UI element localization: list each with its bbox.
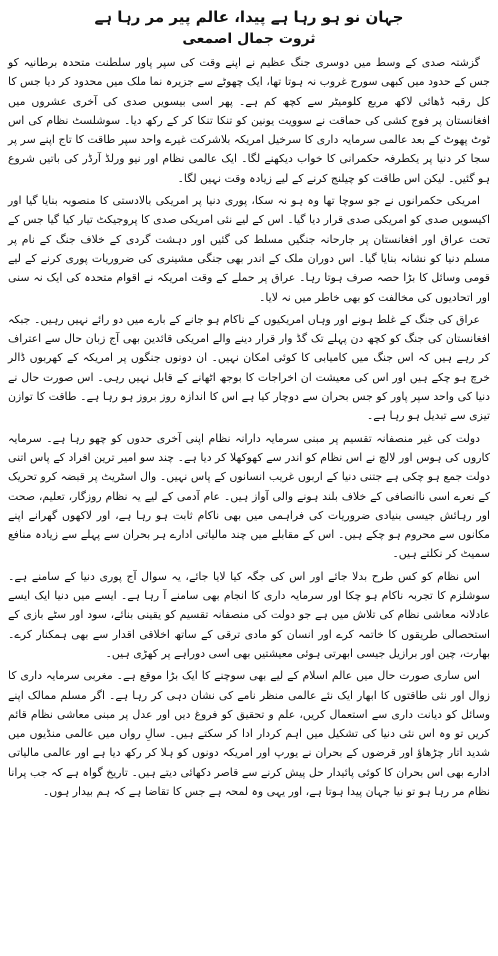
article-paragraph: عراق کی جنگ کے غلط ہونے اور وہاں امریکیوں کے ناکام ہو جانے کے بارے میں دو رائے نہیں رہیں۔ جبکہ افغانستان کی جنگ کو کچھ دن پہلے تک گڈ وار قرار دینے والے امریکی قائدین بھی آج زبان حال سے اعتراف کر رہے ہیں کہ اس جنگ میں کامیابی کا کوئی امکان نہیں۔ ان دونوں جنگوں پر امریکہ کے کھربوں ڈالر خرچ ہو چکے ہیں اور اس کی معیشت ان اخراجات کا بوجھ اٹھانے کے قابل نہیں رہی۔ اس صورت حال نے دنیا کی واحد سپر پاور کو جس بحران سے دوچار کیا ہے اس کا اندازہ روز بروز ہو رہا ہے۔ طاقت کا توازن تیزی سے تبدیل ہو رہا ہے۔ xyxy=(8,312,490,423)
article-paragraph: اس ساری صورت حال میں عالم اسلام کے لیے بھی سوچنے کا ایک بڑا موقع ہے۔ مغربی سرمایہ داری کا زوال اور نئی طاقتوں کا ابھار ایک نئے عالمی منظر نامے کی نشان دہی کر رہا ہے۔ اگر مسلم ممالک اپنے وسائل کو دیانت داری سے استعمال کریں، علم و تحقیق کو فروغ دیں اور عدل پر مبنی معاشی نظام قائم کریں تو وہ اس نئی دنیا کی تشکیل میں اہم کردار ادا کر سکتے ہیں۔ سالِ رواں میں عالمی منڈیوں میں شدید اتار چڑھاؤ اور قرضوں کے بحران نے یورپ اور امریکہ دونوں کو ہلا کر رکھ دیا ہے اور عالمی مالیاتی ادارے بھی اس بحران کا کوئی پائیدار حل پیش کرنے سے قاصر دکھائی دیتے ہیں۔ تاریخ گواہ ہے کہ جب پرانا نظام مر رہا ہو تو نیا جہان پیدا ہوتا ہے، اور یہی وہ لمحہ ہے جس کا تقاضا ہے کہ ہم بیدار ہوں۔ xyxy=(8,669,490,798)
article-paragraph: امریکی حکمرانوں نے جو سوچا تھا وہ ہو نہ سکا، پوری دنیا پر امریکی بالادستی کا منصوبہ بنایا گیا اور اکیسویں صدی کو امریکی صدی قرار دیا گیا۔ اس کے لیے نئی امریکی صدی کا پروجیکٹ تیار کیا گیا جس کے تحت عراق اور افغانستان پر جارحانہ جنگیں مسلط کی گئیں اور دہشت گردی کے خلاف جنگ کے نام پر مسلم دنیا کو نشانہ بنایا گیا۔ اس دوران ملک کے اندر بھی جنگی مشینری کی ضروریات پوری کرنے کے لیے قومی وسائل کا بڑا حصہ صرف ہوتا رہا۔ عراق پر حملے کے وقت امریکہ نے اقوام متحدہ کی ایک نہ سنی اور اتحادیوں کی مخالفت کو بھی خاطر میں نہ لایا۔ xyxy=(8,194,490,304)
article-paragraph: گزشتہ صدی کے وسط میں دوسری جنگ عظیم نے اپنے وقت کی سپر پاور سلطنت متحدہ برطانیہ کو جس کے حدود میں کبھی سورج غروب نہ ہوتا تھا، ایک چھوٹے سے جزیرہ نما ملک میں محدود کر دیا جس کا کل رقبہ ڈھائی لاکھ مربع کلومیٹر سے کچھ کم ہے۔ پھر اسی بیسویں صدی کی آخری عشروں میں افغانستان پر فوج کشی کی حماقت نے سوویت یونین کو تنکا تنکا کر کے رکھ دیا۔ سوشلسٹ نظام کی اس ٹوٹ پھوٹ کے بعد عالمی سرمایہ داری کا سرخیل امریکہ بلاشرکت غیرے واحد سپر طاقت کا تاج اپنے سر پر سجا کر دنیا پر یکطرفہ حکمرانی کا خواب دیکھنے لگا۔ ایک عالمی نظام اور نیو ورلڈ آرڈر کی باتیں شروع ہو گئیں۔ لیکن اس طاقت کو چیلنج کرنے کے لیے زیادہ وقت نہیں لگا۔ xyxy=(8,56,490,185)
article-paragraph: اس نظام کو کس طرح بدلا جائے اور اس کی جگہ کیا لایا جائے، یہ سوال آج پوری دنیا کے سامنے ہے۔ سوشلزم کا تجربہ ناکام ہو چکا اور سرمایہ داری کا انجام بھی سامنے آ رہا ہے۔ ایسے میں دنیا ایک ایسے عادلانہ معاشی نظام کی تلاش میں ہے جو دولت کی منصفانہ تقسیم کو یقینی بنائے، سود اور سٹے بازی کے استحصالی طریقوں کا خاتمہ کرے اور انسان کو مادی ترقی کے ساتھ اخلاقی اقدار سے بھی ہمکنار کرے۔ بھارت، چین اور برازیل جیسی ابھرتی ہوئی معیشتیں بھی اسی دوراہے پر کھڑی ہیں۔ xyxy=(8,569,490,660)
author-name: ثروت جمال اصمعی xyxy=(182,31,316,47)
article-title: جہان نو ہو رہا ہے پیدا، عالم پیر مر رہا ہے xyxy=(94,8,404,26)
article-paragraph: دولت کی غیر منصفانہ تقسیم پر مبنی سرمایہ دارانہ نظام اپنی آخری حدوں کو چھو رہا ہے۔ سرمایہ کاروں کی ہوس اور لالچ نے اس نظام کو اندر سے کھوکھلا کر دیا ہے۔ چند سو امیر ترین افراد کے پاس اتنی دولت جمع ہو چکی ہے جتنی دنیا کے اربوں غریب انسانوں کے پاس نہیں۔ وال اسٹریٹ پر قبضہ کرو تحریک کے نعرے اسی ناانصافی کے خلاف بلند ہونے والی آواز ہیں۔ عام آدمی کے لیے یہ نظام روزگار، تعلیم، صحت اور رہائش جیسی بنیادی ضروریات کی فراہمی میں بھی ناکام ثابت ہو رہا ہے، اور لاکھوں گھرانے اپنے مکانوں سے محروم ہو چکے ہیں۔ اس کے مقابلے میں چند مالیاتی ادارے ہر بحران سے پہلے سے زیادہ منافع سمیٹ کر نکلتے ہیں۔ xyxy=(8,431,490,561)
article-body xyxy=(8,53,490,801)
